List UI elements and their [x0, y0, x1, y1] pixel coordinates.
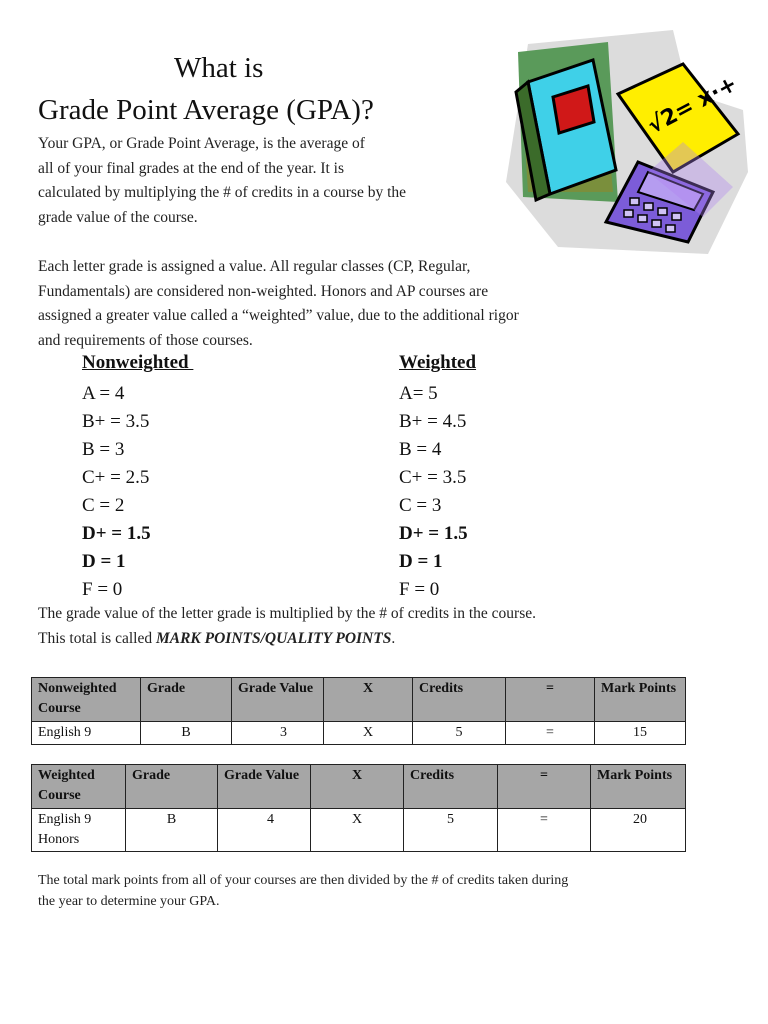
school-supplies-clipart-icon: [498, 22, 748, 262]
grade-value: A = 4: [82, 383, 125, 404]
weighted-heading: Weighted: [399, 352, 477, 373]
grade-value: D = 1: [82, 551, 126, 572]
intro-paragraph: Your GPA, or Grade Point Average, is the average of all of your final grades at the end of the year. It is calculated by multiplying the # of credits in a course by the grade value of the course.: [38, 135, 407, 226]
grade-value: B+ = 4.5: [399, 411, 467, 432]
grade-value: F = 0: [399, 579, 440, 600]
grade-value: C+ = 2.5: [82, 467, 150, 488]
clipart-formula: √2= x·+: [644, 71, 742, 140]
grade-value: D+ = 1.5: [82, 523, 151, 544]
grade-value: D+ = 1.5: [399, 523, 468, 544]
table-row: English 9 B 3 X 5 = 15: [32, 722, 686, 745]
page-title-line1: What is: [174, 52, 264, 84]
table-header-row: Weighted Course Grade Grade Value X Credits = Mark Points: [32, 765, 686, 809]
table-header-row: Nonweighted Course Grade Grade Value X Credits = Mark Points: [32, 678, 686, 722]
grade-value: B = 3: [82, 439, 125, 460]
page-title-line2: Grade Point Average (GPA)?: [38, 94, 374, 126]
grade-value: D = 1: [399, 551, 443, 572]
grade-value: B+ = 3.5: [82, 411, 150, 432]
mark-points-term: MARK POINTS/QUALITY POINTS: [155, 629, 392, 647]
table-row: English 9 Honors B 4 X 5 = 20: [32, 809, 686, 852]
mark-points-paragraph: The grade value of the letter grade is multiplied by the # of credits in the course. This total is called MARK POINTS/QUALITY POINTS.: [38, 605, 536, 647]
nonweighted-grade-list: [82, 380, 151, 604]
nonweighted-heading: Nonweighted: [82, 352, 194, 373]
weighted-grade-list: [399, 380, 468, 604]
grade-value: C = 2: [82, 495, 125, 516]
grade-value: C = 3: [399, 495, 442, 516]
footer-paragraph: The total mark points from all of your courses are then divided by the # of credits taken during the year to determine your GPA.: [38, 873, 569, 909]
grade-value: B = 4: [399, 439, 442, 460]
weighted-example-table: [31, 764, 686, 852]
grade-value: A= 5: [399, 383, 438, 404]
grade-value: C+ = 3.5: [399, 467, 467, 488]
weighting-paragraph: Each letter grade is assigned a value. All regular classes (CP, Regular, Fundamentals) are considered non-weighted. Honors and AP courses are assigned a greater value called a “weighted” value, due to the additional rigor and requirements of those courses.: [38, 258, 519, 349]
nonweighted-example-table: [31, 677, 686, 745]
grade-value: F = 0: [82, 579, 123, 600]
